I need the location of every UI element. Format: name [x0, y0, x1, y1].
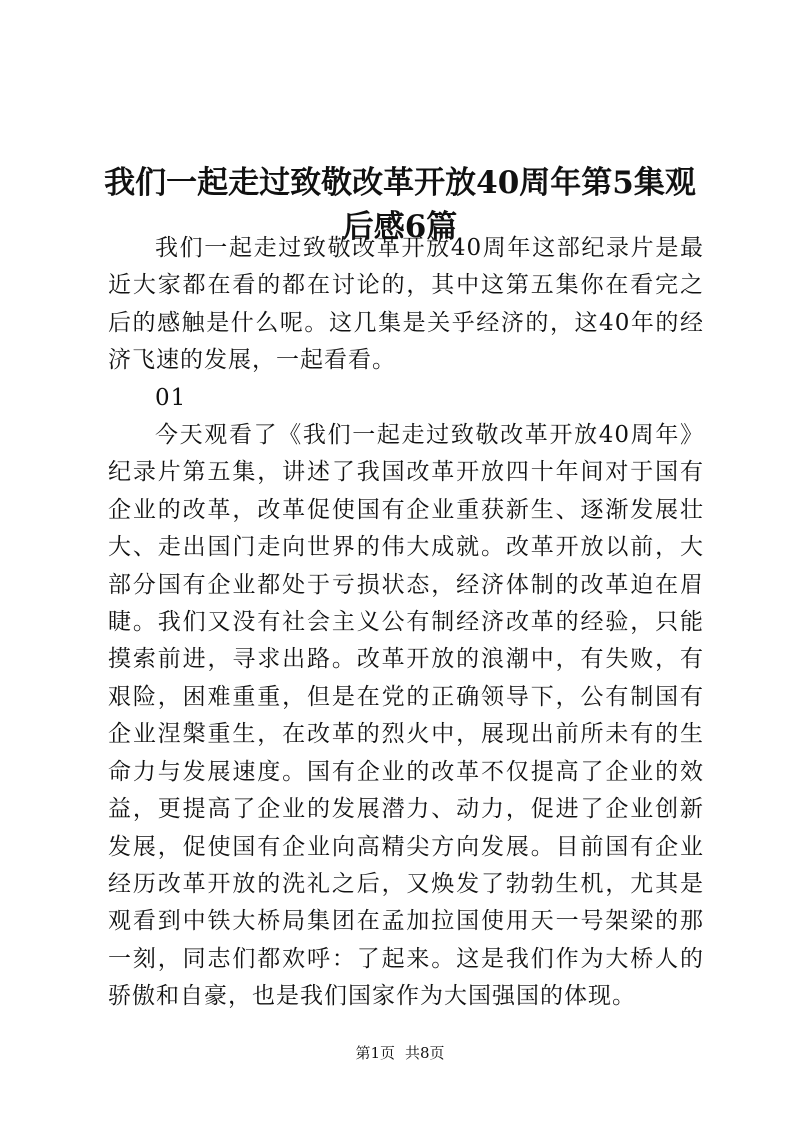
document-title: 我们一起走过致敬改革开放40周年第5集观后感6篇	[104, 164, 696, 245]
section-number: 01	[155, 384, 187, 411]
page-total: 共8页	[405, 1044, 445, 1062]
body-paragraph: 今天观看了《我们一起走过致敬改革开放40周年》纪录片第五集，讲述了我国改革开放四十年间对于国有企业的改革，改革促使国有企业重获新生、逐渐发展壮大、走出国门走向世界的伟大成就。改革开放以前，大部分国有企业都处于亏损状态，经济体制的改革迫在眉睫。我们又没有社会主义公有制经济改革的经验，只能摸索前进，寻求出路。改革开放的浪潮中，有失败，有艰险，困难重重，但是在党的正确领导下，公有制国有企业涅槃重生，在改革的烈火中，展现出前所未有的生命力与发展速度。国有企业的改革不仅提高了企业的效益，更提高了企业的发展潜力、动力，促进了企业创新发展，促使国有企业向高精尖方向发展。目前国有企业经历改革开放的洗礼之后，又焕发了勃勃生机，尤其是观看到中铁大桥局集团在孟加拉国使用天一号架梁的那一刻，同志们都欢呼：了起来。这是我们作为大桥人的骄傲和自豪，也是我们国家作为大国强国的体现。	[108, 422, 704, 1010]
document-body	[108, 230, 704, 1016]
page-number: 第1页	[355, 1044, 395, 1062]
page-footer	[0, 1043, 800, 1063]
intro-paragraph: 我们一起走过致敬改革开放40周年这部纪录片是最近大家都在看的都在讨论的，其中这第五集你在看完之后的感触是什么呢。这几集是关乎经济的，这40年的经济飞速的发展，一起看看。	[108, 235, 704, 374]
